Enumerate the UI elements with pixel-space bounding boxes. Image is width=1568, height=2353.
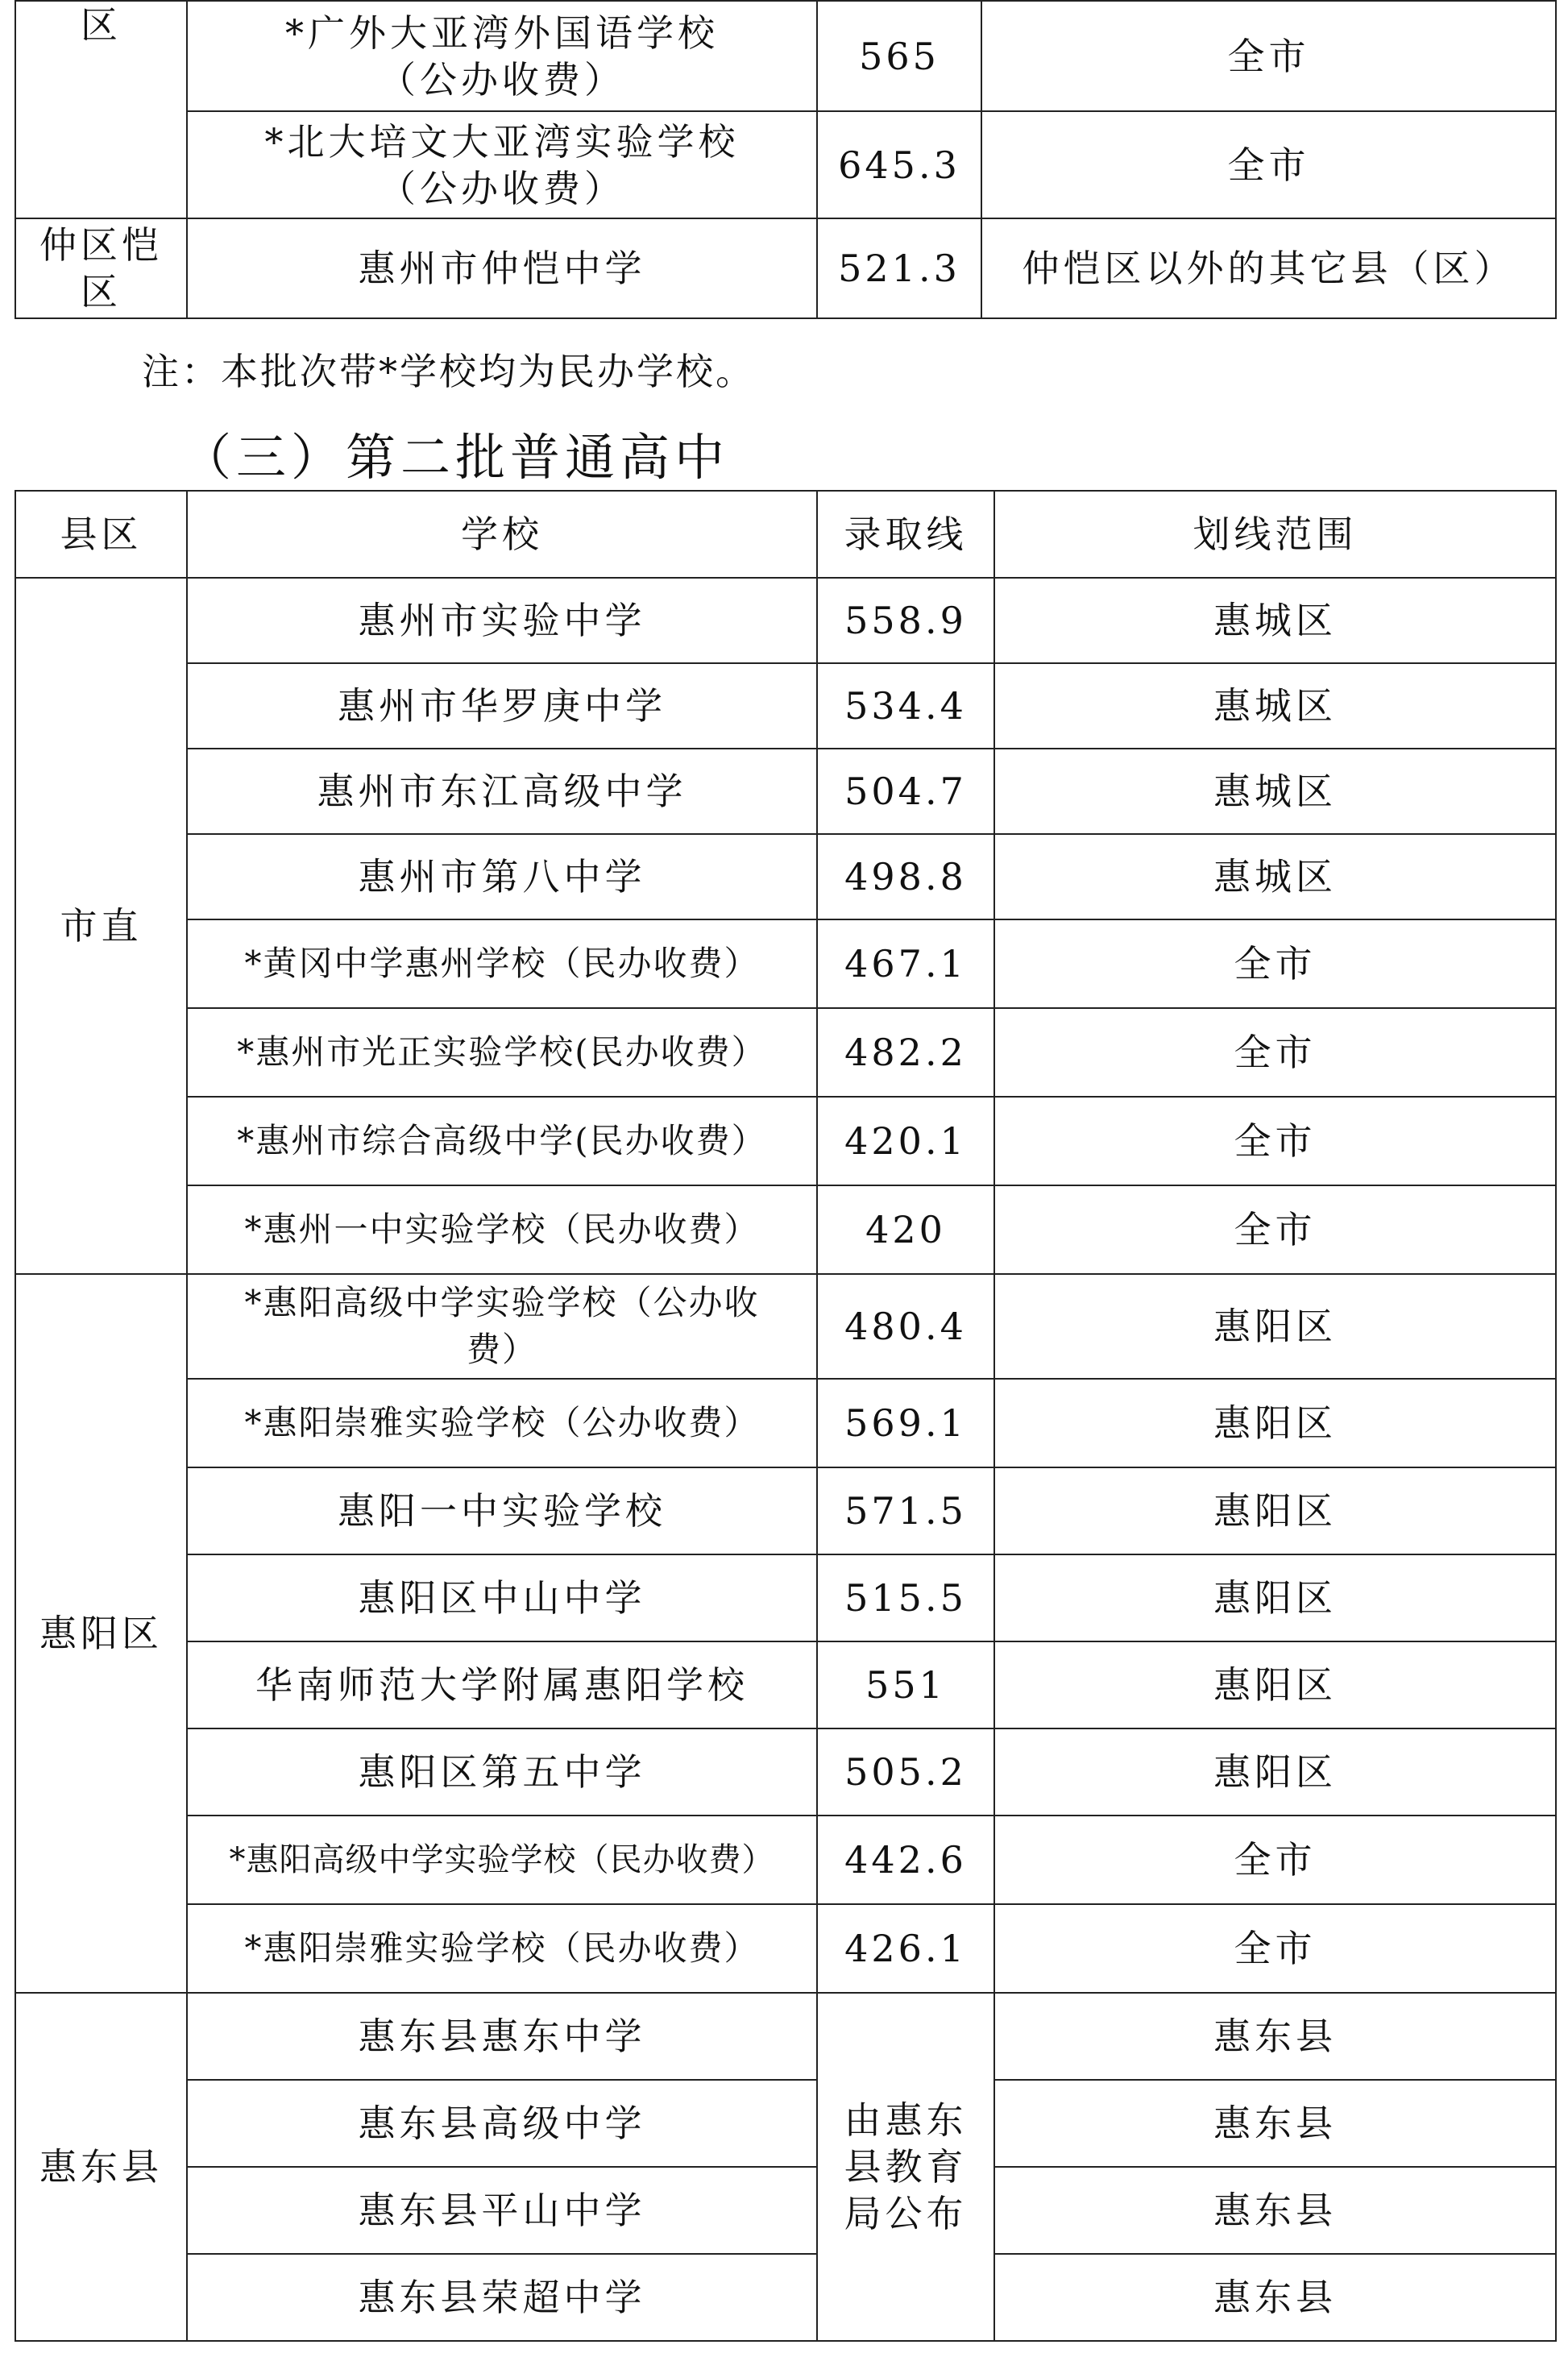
header-score: 录取线 [817,491,994,578]
score-cell: 565 [817,1,981,111]
school-cell: *北大培文大亚湾实验学校 （公办收费） [187,111,817,218]
scope-cell: 惠阳区 [994,1274,1556,1379]
district-cell: 市直 [15,578,187,1274]
scope-cell: 惠东县 [994,1993,1556,2080]
score-cell: 515.5 [817,1554,994,1641]
school-cell: 惠阳区第五中学 [187,1728,817,1816]
table-row [15,1467,1556,1554]
scope-cell: 惠东县 [994,2080,1556,2167]
table-row [15,749,1556,834]
score-cell: 558.9 [817,578,994,663]
table-row [15,2167,1556,2254]
section-title: （三）第二批普通高中 [181,428,730,487]
header-scope: 划线范围 [994,491,1556,578]
table-row [15,663,1556,749]
scope-cell: 惠阳区 [994,1379,1556,1467]
table-row [15,1,1556,111]
school-cell: 惠阳一中实验学校 [187,1467,817,1554]
score-cell-merged: 由惠东 县教育 局公布 [817,1993,994,2341]
score-cell: 505.2 [817,1728,994,1816]
scope-cell: 惠阳区 [994,1728,1556,1816]
school-cell: 惠州市华罗庚中学 [187,663,817,749]
scope-cell: 惠城区 [994,578,1556,663]
scope-cell: 全市 [994,1904,1556,1993]
scope-cell: 惠阳区 [994,1554,1556,1641]
school-cell: 惠东县平山中学 [187,2167,817,2254]
scope-cell: 惠城区 [994,749,1556,834]
score-cell: 482.2 [817,1008,994,1097]
school-cell: 惠州市东江高级中学 [187,749,817,834]
school-cell: *惠阳崇雅实验学校（公办收费） [187,1379,817,1467]
school-cell: *黄冈中学惠州学校（民办收费） [187,919,817,1008]
score-cell: 534.4 [817,663,994,749]
table-row [15,2080,1556,2167]
scope-cell: 惠城区 [994,834,1556,919]
school-cell: 惠东县惠东中学 [187,1993,817,2080]
school-cell: 惠东县荣超中学 [187,2254,817,2341]
table-row [15,1904,1556,1993]
score-cell: 420 [817,1185,994,1274]
scope-cell: 惠阳区 [994,1641,1556,1728]
school-cell: *广外大亚湾外国语学校 （公办收费） [187,1,817,111]
scope-cell: 全市 [994,1008,1556,1097]
header-district: 县区 [15,491,187,578]
header-row [15,491,1556,578]
table-note: 注：本批次带*学校均为民办学校。 [142,350,755,393]
score-cell: 426.1 [817,1904,994,1993]
scope-cell: 全市 [994,1097,1556,1185]
scope-cell: 全市 [994,919,1556,1008]
table-row [15,1274,1556,1379]
scope-cell: 惠东县 [994,2167,1556,2254]
school-cell: 惠州市实验中学 [187,578,817,663]
scope-cell: 惠东县 [994,2254,1556,2341]
table-row [15,111,1556,218]
table-row [15,2254,1556,2341]
table-row [15,834,1556,919]
school-cell: 惠东县高级中学 [187,2080,817,2167]
school-cell: *惠阳崇雅实验学校（民办收费） [187,1904,817,1993]
score-cell: 645.3 [817,111,981,218]
table-row [15,1554,1556,1641]
school-cell: 惠州市仲恺中学 [187,218,817,318]
scope-cell: 全市 [981,111,1556,218]
school-cell: 惠州市第八中学 [187,834,817,919]
continued-table [15,0,1557,319]
district-cell: 惠阳区 [15,1274,187,1993]
table-row [15,1379,1556,1467]
table-row [15,1993,1556,2080]
score-cell: 498.8 [817,834,994,919]
scope-cell: 全市 [994,1185,1556,1274]
score-cell: 569.1 [817,1379,994,1467]
score-cell: 442.6 [817,1816,994,1904]
table-row [15,1008,1556,1097]
school-cell: 华南师范大学附属惠阳学校 [187,1641,817,1728]
district-cell: 区 [15,1,187,218]
score-cell: 504.7 [817,749,994,834]
score-cell: 521.3 [817,218,981,318]
school-cell: *惠州市光正实验学校(民办收费） [187,1008,817,1097]
table-row [15,218,1556,318]
table-row [15,1728,1556,1816]
header-school: 学校 [187,491,817,578]
table-row [15,578,1556,663]
school-cell: *惠阳高级中学实验学校（公办收 费） [187,1274,817,1379]
score-cell: 571.5 [817,1467,994,1554]
school-cell: *惠州市综合高级中学(民办收费） [187,1097,817,1185]
score-cell: 480.4 [817,1274,994,1379]
score-cell: 551 [817,1641,994,1728]
table-row [15,1641,1556,1728]
school-cell: *惠阳高级中学实验学校（民办收费） [187,1816,817,1904]
scope-cell: 惠城区 [994,663,1556,749]
table-row [15,1816,1556,1904]
table-row [15,1185,1556,1274]
district-cell: 惠东县 [15,1993,187,2341]
scope-cell: 惠阳区 [994,1467,1556,1554]
score-cell: 467.1 [817,919,994,1008]
admission-table [15,490,1557,2342]
district-cell: 仲区恺 区 [15,218,187,318]
scope-cell: 仲恺区以外的其它县（区） [981,218,1556,318]
scope-cell: 全市 [994,1816,1556,1904]
school-cell: 惠阳区中山中学 [187,1554,817,1641]
scope-cell: 全市 [981,1,1556,111]
score-cell: 420.1 [817,1097,994,1185]
school-cell: *惠州一中实验学校（民办收费） [187,1185,817,1274]
table-row [15,1097,1556,1185]
table-row [15,919,1556,1008]
